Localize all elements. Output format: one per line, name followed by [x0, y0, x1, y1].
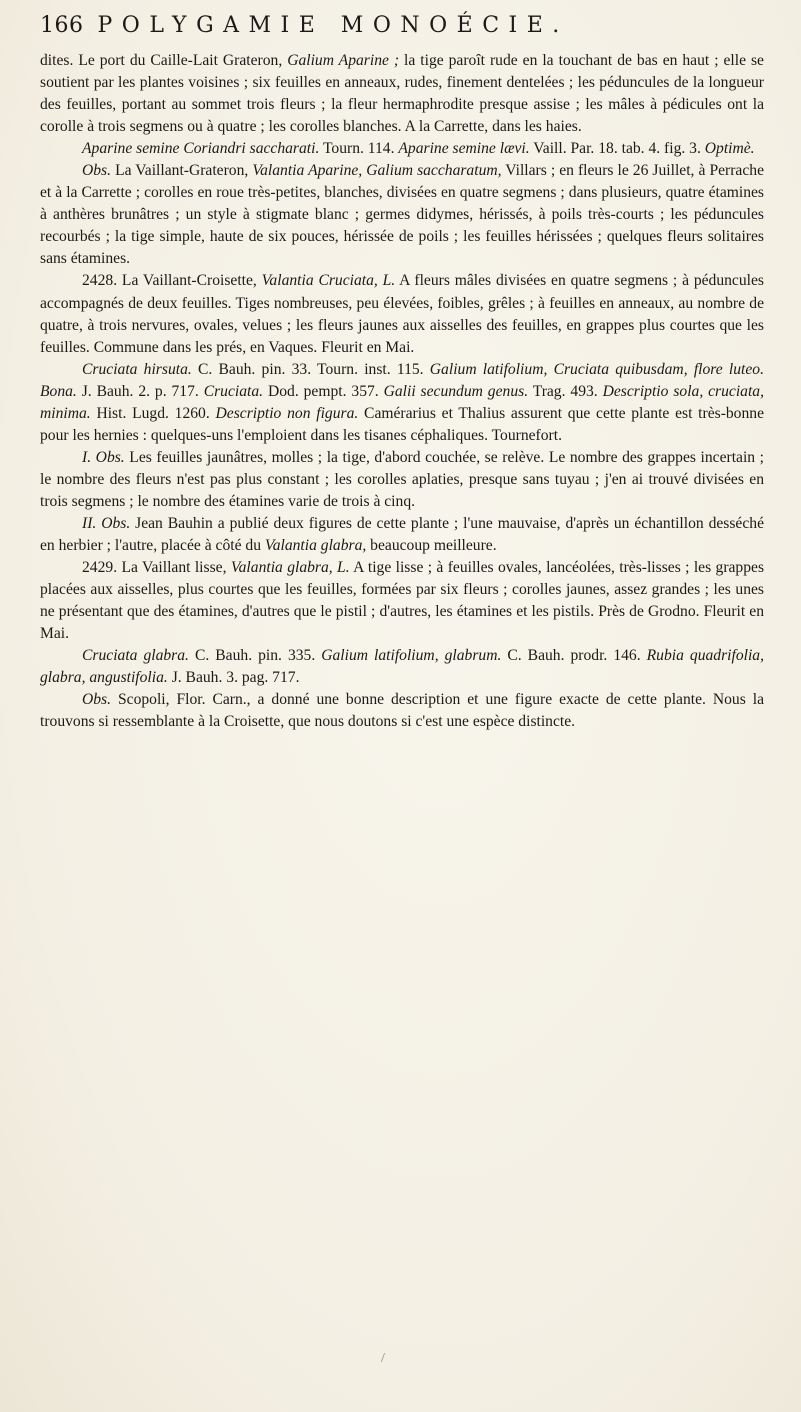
paragraph-p4	[40, 270, 764, 358]
text-run: J. Bauh. 2. p. 717.	[76, 382, 204, 400]
text-run: Camérarius et Thalius assurent que cette plante est très-bonne pour les hernies : quelques-uns l'emploient dans les tisanes céphaliques. Tournefort.	[40, 404, 764, 444]
paragraph-p6	[40, 447, 764, 513]
paragraph-p9	[40, 645, 764, 689]
text-run: Scopoli, Flor. Carn., a donné une bonne description et une figure exacte de cette plante. Nous la trouvons si ressemblante à la Croisette, que nous doutons si c'est une espèce distincte.	[40, 691, 764, 731]
italic-text: Rubia quadrifolia, glabra, angustifolia.	[40, 647, 764, 687]
italic-text: Valantia glabra,	[264, 537, 367, 555]
paragraph-p2	[40, 138, 764, 160]
page-header	[40, 13, 770, 45]
text-run: beaucoup meilleure.	[366, 537, 497, 555]
italic-text: Cruciata hirsuta.	[82, 360, 192, 378]
text-run: Les feuilles jaunâtres, molles ; la tige, d'abord couchée, se relève. Le nombre des grappes incertain ; le nombre des fleurs n'est pas plus constant ; les corolles aplaties, presque sans tuyau ; j'en ai trouvé divisées en trois segmens ; le nombre des étamines varie de trois à cinq.	[40, 448, 764, 510]
paragraph-p1	[40, 50, 764, 138]
paragraph-p10	[40, 689, 764, 733]
paragraph-p7	[40, 513, 764, 557]
italic-text: Optimè.	[704, 140, 755, 158]
italic-text: Cruciata glabra.	[82, 647, 189, 665]
italic-text: Valantia Cruciata, L.	[261, 272, 396, 290]
footer-mark: /	[381, 1351, 385, 1366]
body-text	[40, 50, 764, 733]
italic-text: Valantia glabra, L.	[230, 559, 350, 577]
italic-text: II. Obs.	[82, 514, 131, 532]
italic-text: Aparine semine Coriandri saccharati.	[82, 140, 320, 158]
italic-text: Galium latifolium, glabrum.	[321, 647, 502, 665]
text-run: Hist. Lugd. 1260.	[90, 404, 216, 422]
text-run: Vaill. Par. 18. tab. 4. fig. 3.	[529, 140, 705, 158]
italic-text: Aparine semine lævi.	[398, 140, 530, 158]
text-run: La Vaillant-Grateron,	[111, 162, 253, 180]
italic-text: I. Obs.	[82, 448, 125, 466]
italic-text: Descriptio sola, cruciata, minima.	[40, 382, 764, 422]
italic-text: Cruciata.	[203, 382, 264, 400]
page-number: 166	[40, 13, 84, 38]
italic-text: Obs.	[82, 162, 112, 180]
paragraph-p8	[40, 557, 764, 645]
text-run: C. Bauh. prodr. 146.	[501, 647, 647, 665]
paragraph-p5	[40, 359, 764, 447]
italic-text: Galii secundum genus.	[383, 382, 529, 400]
text-run: Trag. 493.	[528, 382, 603, 400]
text-run: C. Bauh. pin. 33. Tourn. inst. 115.	[191, 360, 430, 378]
text-run: A fleurs mâles divisées en quatre segmens ; à péduncules accompagnés de deux feuilles. Tiges nombreuses, peu élevées, foibles, grêles ; à feuilles en anneaux, au nombre de quatre, à trois nervures, ovales, velues ; les fleurs jaunes aux aisselles des feuilles, en grappes plus courtes que les feuilles. Commune dans les prés, en Vaques. Fleurit en Mai.	[40, 272, 764, 356]
text-run: A tige lisse ; à feuilles ovales, lancéolées, très-lisses ; les grappes placées aux aisselles, plus courtes que les feuilles, formées par six fleurs ; corolles jaunes, assez grandes ; les unes ne présentant que des étamines, d'autres que le pistil ; d'autres, les étamines et les pistils. Près de Grodno. Fleurit en Mai.	[40, 559, 765, 643]
text-run: 2429. La Vaillant lisse,	[82, 559, 231, 577]
text-run: Tourn. 114.	[319, 140, 399, 158]
italic-text: Galium latifolium, Cruciata quibusdam, flore luteo. Bona.	[40, 360, 764, 400]
text-run: C. Bauh. pin. 335.	[188, 647, 322, 665]
italic-text: Valantia Aparine, Galium saccharatum,	[252, 162, 502, 180]
italic-text: Descriptio non figura.	[215, 404, 359, 422]
text-run: Jean Bauhin a publié deux figures de cette plante ; l'une mauvaise, d'après un échantillon desséché en herbier ; l'autre, placée à côté du	[40, 514, 764, 555]
text-run: Villars ; en fleurs le 26 Juillet, à Perrache et à la Carrette ; corolles en roue très-petites, blanches, divisées en quatre segmens ; dans plusieurs, quatre étamines à anthères brunâtres ; un style à stigmate blanc ; germes didymes, hérissés, à poils très-courts ; les péduncules recourbés ; la tige simple, haute de six pouces, hérissée de poils ; les feuilles hérissées ; quelques fleurs solitaires sans étamines.	[40, 162, 764, 268]
italic-text: Galium Aparine ;	[287, 52, 400, 69]
text-run: Dod. pempt. 357.	[263, 382, 384, 400]
text-run: la tige paroît rude en la touchant de bas en haut ; elle se soutient par les plantes voisines ; six feuilles en anneaux, rudes, finement dentelées ; les péduncules de la longueur des feuilles, portant au sommet trois fleurs ; la fleur hermaphrodite presque assise ; les mâles à pédicules ont la corolle à trois segmens ou à quatre ; les corolles blanches. A la Carrette, dans les haies.	[40, 52, 764, 136]
paragraph-p3	[40, 160, 764, 270]
text-run: J. Bauh. 3. pag. 717.	[167, 669, 300, 687]
text-run: 2428. La Vaillant-Croisette,	[82, 272, 262, 290]
text-run: dites. Le port du Caille-Lait Grateron,	[40, 52, 288, 69]
italic-text: Obs.	[82, 691, 112, 709]
running-title: POLYGAMIE MONOÉCIE.	[97, 13, 569, 38]
